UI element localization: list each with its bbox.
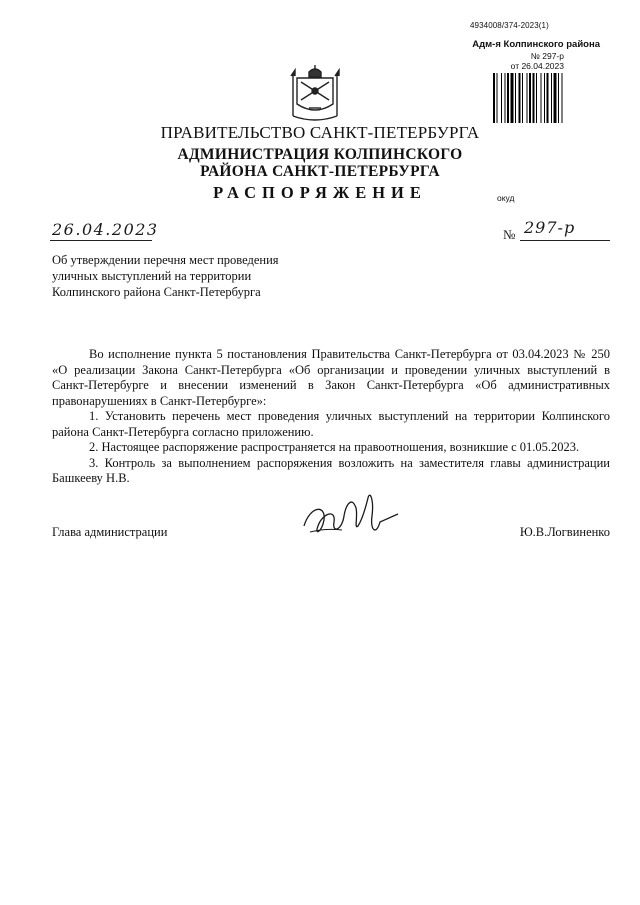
barcode-bar (501, 73, 502, 123)
okud-label: окуд (497, 193, 515, 203)
barcode-bar (519, 73, 521, 123)
barcode-bar (507, 73, 509, 123)
body-paragraph: Во исполнение пункта 5 постановления Правительства Санкт-Петербурга от 03.04.2023 № 250 «О реализации Закона Санкт-Петербурга «Об организации и проведении уличных выступлений в Санкт-Петербурге и внесении изменений в Закон Санкт-Петербурга «Об административных правонарушениях в Санкт-Петербурге»: (52, 347, 610, 408)
document-body (52, 347, 610, 487)
barcode-bar (493, 73, 495, 123)
barcode-bar (547, 73, 549, 123)
registration-number: 4934008/374-2023(1) (470, 21, 549, 30)
date-underline (50, 240, 152, 241)
administration-title-line1: АДМИНИСТРАЦИЯ КОЛПИНСКОГО (177, 146, 463, 163)
subject-line: уличных выступлений на территории (52, 269, 252, 283)
body-paragraph: 3. Контроль за выполнением распоряжения возложить на заместителя главы администрации Башкееву Н.В. (52, 455, 610, 485)
number-label: № (503, 227, 516, 242)
stamp-admin: Адм-я Колпинского района (472, 39, 600, 50)
subject-block (52, 252, 312, 300)
subject-line: Об утверждении перечня мест проведения (52, 253, 279, 267)
stamp-number: № 297-р (530, 51, 564, 61)
barcode (493, 73, 601, 123)
barcode-bar (551, 73, 552, 123)
number-underline (520, 240, 610, 241)
barcode-bar (522, 73, 523, 123)
coat-of-arms-icon (289, 64, 341, 126)
government-title: ПРАВИТЕЛЬСТВО САНКТ-ПЕТЕРБУРГА (160, 123, 480, 142)
barcode-bar (529, 73, 531, 123)
signatory-name: Ю.В.Логвиненко (519, 525, 610, 539)
barcode-bar (511, 73, 514, 123)
administration-title-line2: РАЙОНА САНКТ-ПЕТЕРБУРГА (200, 163, 440, 180)
body-paragraph: 1. Установить перечень мест проведения уличных выступлений на территории Колпинского района Санкт-Петербурга согласно приложению. (52, 409, 610, 439)
body-paragraph: 2. Настоящее распоряжение распространяется на правоотношения, возникшие с 01.05.2023. (89, 440, 580, 454)
document-date: 26.04.2023 (52, 220, 159, 239)
subject-line: Колпинского района Санкт-Петербурга (52, 285, 261, 299)
signatory-role: Глава администрации (52, 525, 168, 539)
barcode-bar (562, 73, 563, 123)
barcode-bar (505, 73, 506, 123)
barcode-bar (497, 73, 498, 123)
barcode-bar (536, 73, 537, 123)
document-number: 297-р (524, 218, 576, 237)
stamp-date: от 26.04.2023 (510, 61, 564, 71)
barcode-bar (544, 73, 545, 123)
barcode-bar (533, 73, 535, 123)
barcode-bar (541, 73, 542, 123)
barcode-bar (515, 73, 516, 123)
barcode-bar (527, 73, 528, 123)
barcode-bar (558, 73, 559, 123)
barcode-bar (554, 73, 557, 123)
document-type: РАСПОРЯЖЕНИЕ (213, 183, 427, 202)
handwritten-signature (296, 486, 406, 548)
